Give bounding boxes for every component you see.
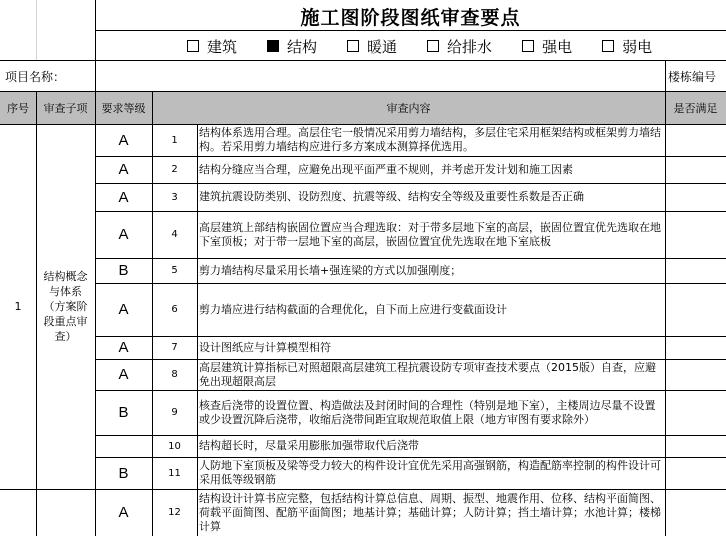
category-checkboxes [187, 32, 726, 60]
row-12-level: A [118, 504, 129, 521]
row-11-no: 11 [168, 467, 181, 479]
row-7-content: 设计图纸应与计算模型相符 [199, 340, 331, 354]
category-weak-current[interactable]: 弱电 [602, 36, 652, 57]
row-9-level: B [118, 404, 129, 421]
row-5-level: B [118, 262, 129, 279]
row-4-level: A [118, 226, 129, 243]
project-name-label: 项目名称： [5, 69, 66, 84]
row-8-no: 8 [171, 369, 178, 380]
row-10-level [95, 435, 152, 457]
category-strong-current[interactable]: 强电 [522, 36, 572, 57]
category-hvac[interactable]: 暖通 [347, 36, 397, 57]
row-12-no: 12 [168, 507, 181, 518]
category-structure[interactable]: 结构 [267, 36, 317, 57]
row-3-level: A [118, 188, 129, 206]
row-7-level: A [118, 339, 129, 356]
row-12-content: 结构设计计算书应完整，包括结构计算总信息、周期、振型、地震作用、位移、结构平面简图、荷载平面简图、配筋平面简图；地基计算；基础计算；人防计算；挡土墙计算；水池计算；楼梯计算 [199, 491, 661, 533]
row-6-level: A [118, 301, 129, 318]
header-subitem: 审查子项 [36, 92, 95, 124]
satisfied-cells[interactable] [666, 124, 726, 536]
checkbox-icon [347, 40, 359, 52]
building-number-label: 楼栋编号 [668, 69, 717, 84]
row-6-content: 剪力墙应进行结构截面的合理优化，自下而上应进行变截面设计 [199, 302, 507, 316]
row-1-no: 1 [171, 134, 178, 146]
header-level: 要求等级 [95, 92, 152, 124]
row-4-no: 4 [171, 229, 178, 240]
header-seq: 序号 [0, 92, 36, 124]
row-11-content: 人防地下室顶板及梁等受力较大的构件设计宜优先采用高强钢筋，构造配筋率控制的构件设计可采用低等级钢筋 [199, 459, 661, 486]
row-2-level: A [118, 161, 129, 178]
row-3-no: 3 [171, 191, 178, 203]
row-8-content: 高层建筑计算指标已对照超限高层建筑工程抗震设防专项审查技术要点（2015版）自查，应避免出现超限高层 [199, 360, 656, 388]
row-4-content: 高层建筑上部结构嵌固位置应当合理选取：对于带多层地下室的高层，嵌固位置宜优先选取在地下室顶板；对于带一层地下室的高层，嵌固位置宜优先选取在地下室底板 [199, 220, 661, 248]
category-architecture[interactable]: 建筑 [187, 36, 237, 57]
group-seq: 1 [14, 300, 22, 313]
checkbox-icon [187, 40, 199, 52]
row-5-content: 剪力墙结构尽量采用长墙+强连梁的方式以加强刚度； [199, 263, 462, 277]
row-11-level: B [118, 464, 129, 482]
row-10-content: 结构超长时，尽量采用膨胀加强带取代后浇带 [199, 439, 419, 452]
row-10-no: 10 [168, 440, 181, 452]
row-9-no: 9 [171, 407, 178, 418]
checkbox-checked-icon [267, 40, 279, 52]
row-1-content: 结构体系选用合理。高层住宅一般情况采用剪力墙结构，多层住宅采用框架结构或框架剪力墙结构。若采用剪力墙结构应进行多方案成本测算择优选用。 [199, 126, 661, 153]
page-title: 施工图阶段图纸审查要点 [300, 6, 521, 29]
checkbox-icon [602, 40, 614, 52]
row-2-no: 2 [171, 164, 178, 175]
row-7-no: 7 [171, 342, 178, 353]
row-3-content: 建筑抗震设防类别、设防烈度、抗震等级、结构安全等级及重要性系数是否正确 [199, 190, 584, 203]
header-content: 审查内容 [152, 92, 665, 124]
row-1-level: A [118, 131, 129, 149]
group-name: 结构概念与体系（方案阶段重点审查） [43, 270, 88, 343]
checkbox-icon [522, 40, 534, 52]
header-satisfied: 是否满足 [665, 92, 726, 124]
row-2-content: 结构分缝应当合理，应避免出现平面严重不规则，并考虑开发计划和施工因素 [199, 162, 573, 176]
checkbox-icon [427, 40, 439, 52]
row-8-level: A [118, 366, 129, 383]
row-6-no: 6 [171, 304, 178, 315]
row-9-content: 核查后浇带的设置位置、构造做法及封闭时间的合理性（特别是地下室），主楼周边尽量不设置或少设置沉降后浇带，收缩后浇带间距宜取规范取值上限（地方审图有要求除外） [199, 398, 656, 426]
row-5-no: 5 [171, 265, 178, 276]
category-plumbing[interactable]: 给排水 [427, 36, 492, 57]
